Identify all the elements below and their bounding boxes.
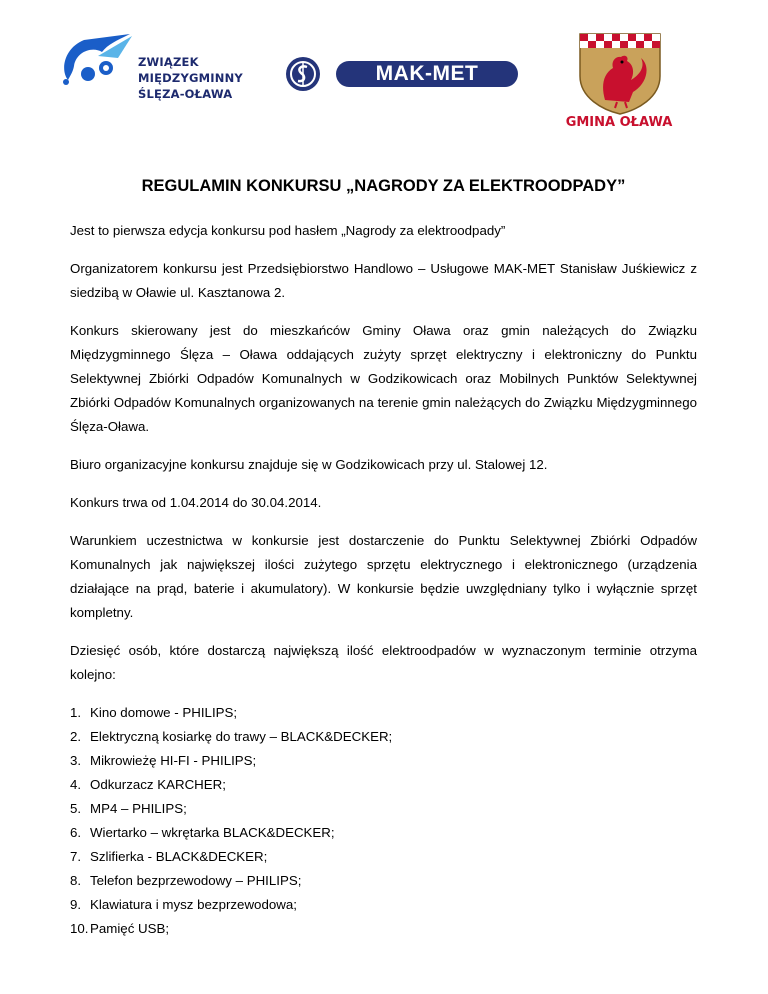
list-item: 2. Elektryczną kosiarkę do trawy – BLACK&DECKER; xyxy=(70,729,393,744)
paragraph-prizes-intro: Dziesięć osób, które dostarczą największą ilość elektroodpadów w wyznaczonym terminie otrzyma kolejno: xyxy=(70,643,697,682)
list-item: 9. Klawiatura i mysz bezprzewodowa; xyxy=(70,897,297,912)
paragraph-conditions: Warunkiem uczestnictwa w konkursie jest dostarczenie do Punktu Selektywnej Zbiórki Odpadów Komunalnych jak największej ilości zużytego sprzętu elektrycznego i elektronicznego (urządzenia działające na prąd, baterie i akumulatory). W konkursie będzie uwzględniany tylko i wyłącznie sprzęt kompletny. xyxy=(70,533,697,620)
paragraph-duration: Konkurs trwa od 1.04.2014 do 30.04.2014. xyxy=(70,495,322,510)
document-body xyxy=(70,175,697,941)
zwiazek-logo xyxy=(58,30,268,101)
makmet-emblem-icon xyxy=(285,56,321,92)
paragraph-office: Biuro organizacyjne konkursu znajduje się w Godzikowicach przy ul. Stalowej 12. xyxy=(70,457,548,472)
paragraph-intro: Jest to pierwsza edycja konkursu pod hasłem „Nagrody za elektroodpady” xyxy=(70,223,506,238)
list-item: 3. Mikrowieżę HI-FI - PHILIPS; xyxy=(70,753,257,768)
header-logos xyxy=(0,0,768,150)
makmet-logo: MAK-MET xyxy=(336,61,518,87)
gmina-caption: GMINA OŁAWA xyxy=(565,115,673,130)
list-item: 6. Wiertarko – wkrętarka BLACK&DECKER; xyxy=(70,825,335,840)
list-item: 8. Telefon bezprzewodowy – PHILIPS; xyxy=(70,873,302,888)
zwiazek-emblem-icon xyxy=(58,30,138,92)
gmina-coat-of-arms-icon xyxy=(575,30,665,115)
zwiazek-name-line2: ŚLĘZA-OŁAWA xyxy=(138,87,233,101)
list-item: 7. Szlifierka - BLACK&DECKER; xyxy=(70,849,268,864)
list-item: 1. Kino domowe - PHILIPS; xyxy=(70,705,238,720)
list-item: 5. MP4 – PHILIPS; xyxy=(70,801,187,816)
list-item: 4. Odkurzacz KARCHER; xyxy=(70,777,226,792)
paragraph-audience: Konkurs skierowany jest do mieszkańców Gminy Oława oraz gmin należących do Związku Międzygminnego Ślęza – Oława oddających zużyty sprzęt elektryczny i elektroniczny do Punktu Selektywnej Zbiórki Odpadów Komunalnych w Godzikowicach oraz Mobilnych Punktów Selektywnej Zbiórki Odpadów Komunalnych organizowanych na terenie gmin należących do Związku Międzygminnego Ślęza-Oława. xyxy=(70,323,697,434)
paragraph-organizer: Organizatorem konkursu jest Przedsiębiorstwo Handlowo – Usługowe MAK-MET Stanisław Juśkiewicz z siedzibą w Oławie ul. Kasztanowa 2. xyxy=(70,261,697,300)
list-item: 10. Pamięć USB; xyxy=(70,921,170,936)
zwiazek-name-line1: ZWIĄZEK MIĘDZYGMINNY xyxy=(138,55,243,85)
document-title: REGULAMIN KONKURSU „NAGRODY ZA ELEKTROODPADY” xyxy=(141,177,626,195)
prize-list xyxy=(70,701,697,941)
